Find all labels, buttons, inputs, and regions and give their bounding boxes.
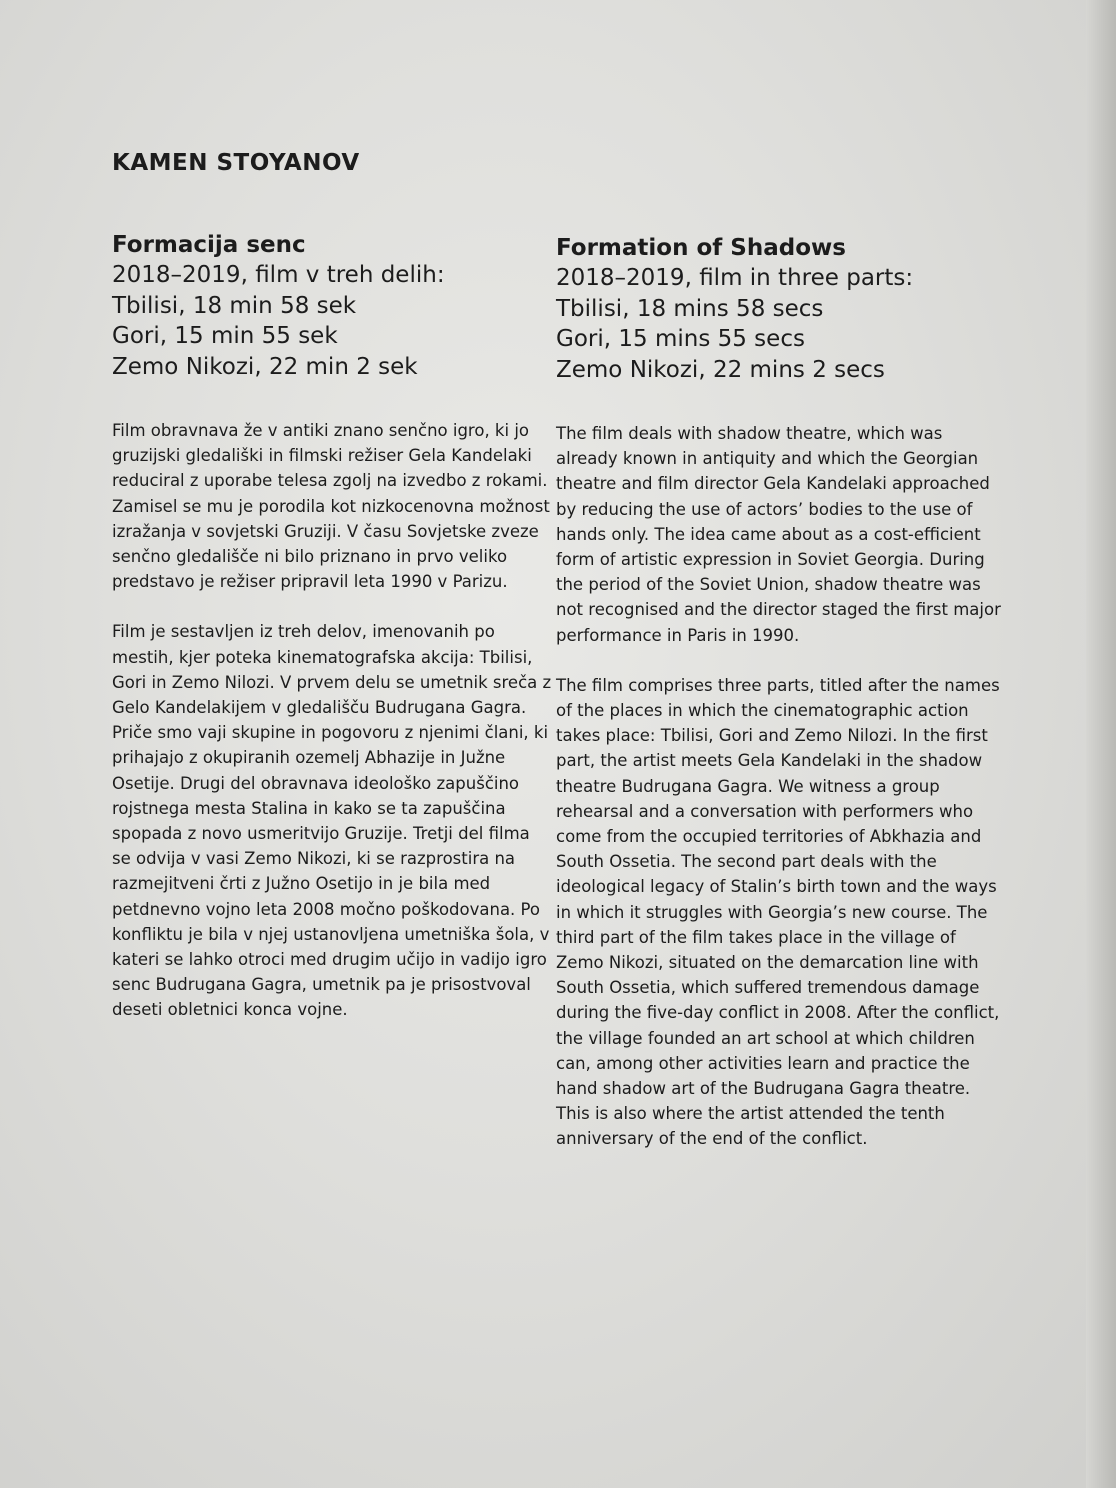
english-info-line: Tbilisi, 18 mins 58 secs: [556, 295, 824, 322]
slovene-work-info: [112, 260, 552, 382]
slovene-info-line: 2018–2019, film v treh delih:: [112, 262, 445, 288]
english-info-line: Gori, 15 mins 55 secs: [556, 326, 805, 352]
english-info-line: Zemo Nikozi, 22 mins 2 secs: [556, 356, 885, 383]
english-work-info: [556, 263, 1006, 385]
slovene-paragraph-1: Film obravnava že v antiki znano senčno igro, ki jo gruzijski gledališki in filmski režiser Gela Kandelaki reduciral z uporabe telesa zgolj na izvedbo z rokami. Zamisel se mu je porodila kot nizkocenovna možnost izražanja v sovjetski Gruziji. V času Sovjetske zveze senčno gledališče ni bilo priznano in prvo veliko predstavo je režiser pripravil leta 1990 v Parizu.: [112, 421, 550, 592]
slovene-paragraph-2: Film je sestavljen iz treh delov, imenovanih po mestih, kjer poteka kinematografska akcija: Tbilisi, Gori in Zemo Nilozi. V prvem delu se umetnik sreča z Gelo Kandelakijem v gledališču Budrugana Gagra. Priče smo vaji skupine in pogovoru z njenimi člani, ki prihajajo z okupiranih ozemelj Abhazije in Južne Osetije. Drugi del obravnava ideološko zapuščino rojstnega mesta Stalina in kako se ta zapuščina spopada z novo usmeritvijo Gruzije. Tretji del filma se odvija v vasi Zemo Nikozi, ki se razprostira na razmejitveni črti z Južno Osetijo in je bila med petdnevno vojno leta 2008 močno poškodovana. Po konfliktu je bila v njej ustanovljena umetniška šola, v kateri se lahko otroci med drugim učijo in vadijo igro senc Budrugana Gagra, umetnik pa je prisostvoval deseti obletnici konca vojne.: [112, 622, 552, 1020]
slovene-work-title: Formacija senc: [112, 232, 306, 258]
slovene-info-line: Gori, 15 min 55 sek: [112, 323, 338, 349]
wall-panel-edge: [1086, 0, 1116, 1488]
english-paragraph-2: The film comprises three parts, titled after the names of the places in which the cinematographic action takes place: Tbilisi, Gori and Zemo Nilozi. In the first part, the artist meets Gela Kandelaki in the shadow theatre Budrugana Gagra. We witness a group rehearsal and a conversation with performers who come from the occupied territories of Abkhazia and South Ossetia. The second part deals with the ideological legacy of Stalin’s birth town and the ways in which it struggles with Georgia’s new course. The third part of the film takes place in the village of Zemo Nikozi, situated on the demarcation line with South Ossetia, which suffered tremendous damage during the five-day conflict in 2008. After the conflict, the village founded an art school at which children can, among other activities learn and practice the hand shadow art of the Budrugana Gagra theatre. This is also where the artist attended the tenth anniversary of the end of the conflict.: [556, 675, 1000, 1149]
english-work-title: Formation of Shadows: [556, 235, 846, 261]
english-paragraph-1: The film deals with shadow theatre, which was already known in antiquity and which the Georgian theatre and film director Gela Kandelaki approached by reducing the use of actors’ bodies to the use of hands only. The idea came about as a cost-efficient form of artistic expression in Soviet Georgia. During the period of the Soviet Union, shadow theatre was not recognised and the director staged the first major performance in Paris in 1990.: [556, 424, 1001, 645]
slovene-info-line: Zemo Nikozi, 22 min 2 sek: [112, 353, 418, 380]
english-column: [556, 233, 1006, 1152]
artist-name: KAMEN STOYANOV: [112, 150, 360, 176]
english-info-line: 2018–2019, film in three parts:: [556, 265, 914, 291]
slovene-column: [112, 230, 552, 1023]
slovene-info-line: Tbilisi, 18 min 58 sek: [112, 292, 357, 319]
